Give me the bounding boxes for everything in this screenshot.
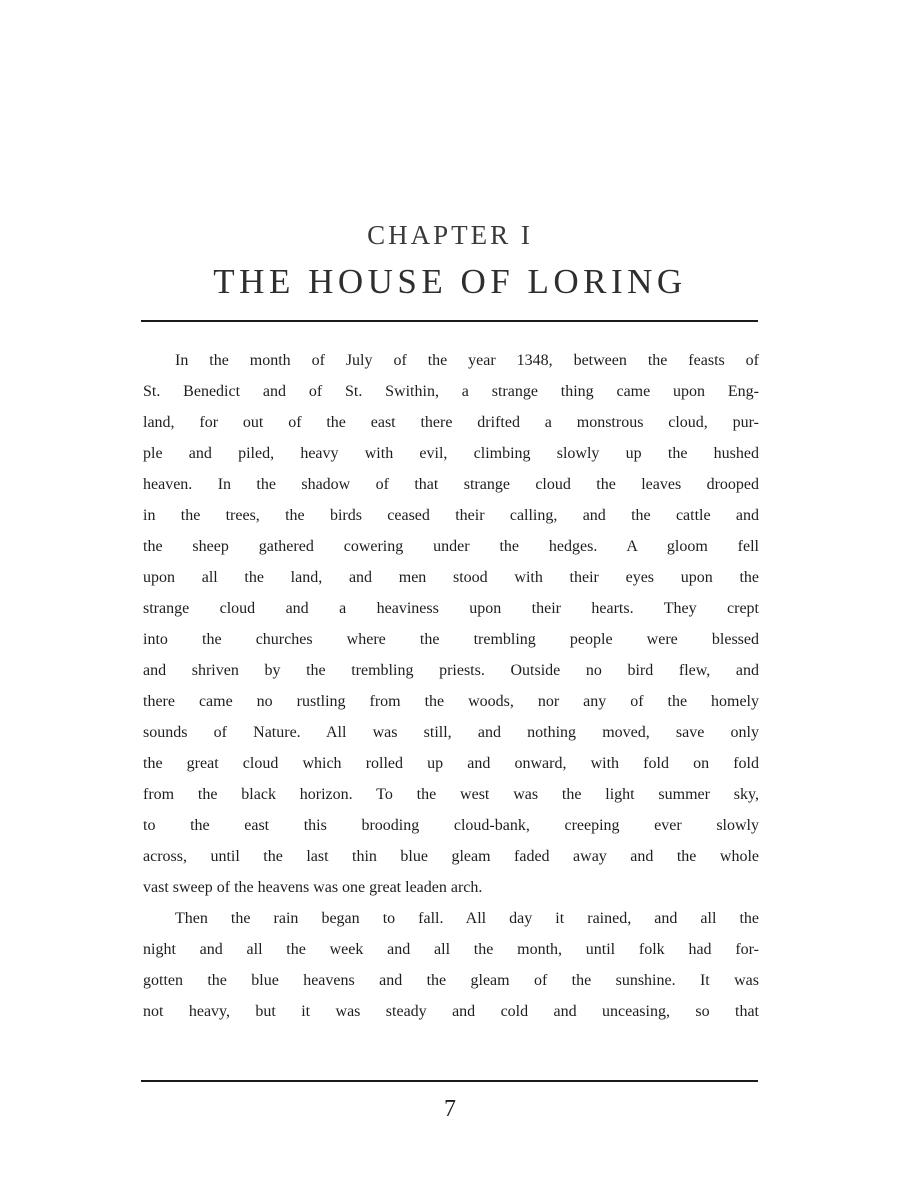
chapter-title: THE HOUSE OF LORING (213, 262, 687, 301)
text-line: night and all the week and all the month, until folk had for- (143, 941, 759, 958)
text-line: ple and piled, heavy with evil, climbing slowly up the hushed (143, 445, 759, 462)
top-rule (141, 320, 758, 322)
bottom-rule (141, 1080, 758, 1082)
text-line: into the churches where the trembling people were blessed (143, 631, 759, 648)
chapter-body (143, 352, 759, 1034)
page-number: 7 (444, 1096, 456, 1122)
text-line: and shriven by the trembling priests. Outside no bird flew, and (143, 662, 759, 679)
text-line: Then the rain began to fall. All day it rained, and all the (175, 910, 759, 927)
text-line: upon all the land, and men stood with their eyes upon the (143, 569, 759, 586)
text-line: there came no rustling from the woods, nor any of the homely (143, 693, 759, 710)
text-line: not heavy, but it was steady and cold and unceasing, so that (143, 1003, 759, 1020)
text-line: St. Benedict and of St. Swithin, a strange thing came upon Eng- (143, 383, 759, 400)
text-line: the great cloud which rolled up and onward, with fold on fold (143, 755, 759, 772)
text-line: sounds of Nature. All was still, and nothing moved, save only (143, 724, 759, 741)
text-line: heaven. In the shadow of that strange cloud the leaves drooped (143, 476, 759, 493)
text-line: gotten the blue heavens and the gleam of the sunshine. It was (143, 972, 759, 989)
text-line: strange cloud and a heaviness upon their hearts. They crept (143, 600, 759, 617)
text-line: in the trees, the birds ceased their calling, and the cattle and (143, 507, 759, 524)
text-line: across, until the last thin blue gleam faded away and the whole (143, 848, 759, 865)
text-line: land, for out of the east there drifted a monstrous cloud, pur- (143, 414, 759, 431)
paragraph-1 (143, 352, 759, 910)
text-line: vast sweep of the heavens was one great leaden arch. (143, 879, 483, 896)
text-line: to the east this brooding cloud-bank, creeping ever slowly (143, 817, 759, 834)
text-line: the sheep gathered cowering under the hedges. A gloom fell (143, 538, 759, 555)
text-line: In the month of July of the year 1348, between the feasts of (175, 352, 759, 369)
paragraph-2 (143, 910, 759, 1034)
text-line: from the black horizon. To the west was the light summer sky, (143, 786, 759, 803)
chapter-number: CHAPTER I (367, 220, 533, 250)
